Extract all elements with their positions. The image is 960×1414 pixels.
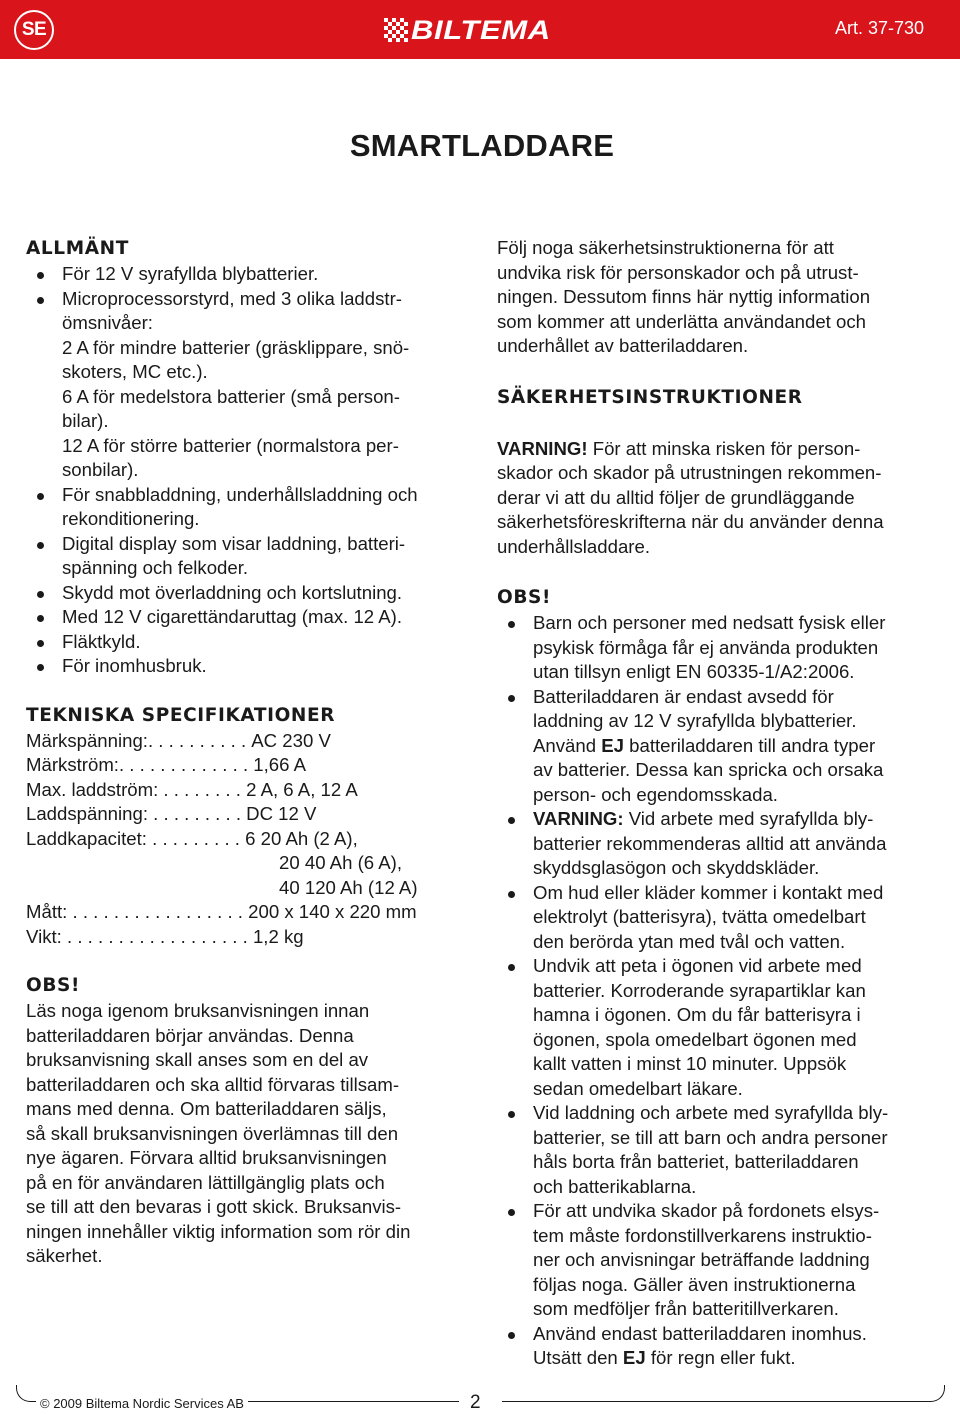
page-number: 2 bbox=[470, 1392, 481, 1413]
section-heading-allmant: ALLMÄNT bbox=[26, 238, 129, 259]
checker-icon bbox=[384, 18, 408, 42]
text-line: laddning av 12 V syrafyllda blybatterier. bbox=[533, 710, 857, 731]
text-line: så skall bruksanvisningen överlämnas till den bbox=[26, 1122, 399, 1144]
page-title: SMARTLADDARE bbox=[349, 128, 615, 163]
text-line: batteriladdaren till andra typer bbox=[623, 734, 876, 756]
text-line: Om hud eller kläder kommer i kontakt med bbox=[533, 881, 884, 903]
text-line: Vid laddning och arbete med syrafyllda bly- bbox=[533, 1102, 889, 1123]
list-item bbox=[497, 954, 942, 1101]
text-line: skador och skador på utrustningen rekommen- bbox=[497, 462, 882, 483]
text-line: Använd bbox=[533, 734, 602, 756]
spec-row bbox=[26, 900, 476, 925]
list-item bbox=[26, 483, 476, 532]
text-line: batterier, se till att barn och andra personer bbox=[533, 1126, 888, 1148]
list-item bbox=[26, 287, 476, 483]
text-line: Följ noga säkerhetsinstruktionerna för att bbox=[497, 237, 834, 258]
text-line: säkerhet. bbox=[26, 1245, 103, 1266]
text-line: sedan omedelbart läkare. bbox=[533, 1077, 743, 1099]
text-line: följas noga. Gäller även instruktionerna bbox=[533, 1273, 856, 1295]
text-line: den berörda ytan med tvål och vatten. bbox=[533, 930, 846, 952]
section-heading-sakerhet: SÄKERHETSINSTRUKTIONER bbox=[497, 386, 803, 408]
spec-row bbox=[26, 729, 476, 754]
varning-label: VARNING! bbox=[497, 437, 588, 459]
text-line: säkerhetsföreskrifterna när du använder denna bbox=[497, 511, 884, 532]
text-line: Barn och personer med nedsatt fysisk eller bbox=[533, 612, 886, 633]
list-item bbox=[26, 630, 476, 655]
list-item-text: Digital display som visar laddning, batteri- bbox=[62, 532, 406, 554]
text-line: Utsätt den bbox=[533, 1347, 623, 1368]
text-line: utan tillsyn enligt EN 60335-1/A2:2006. bbox=[533, 661, 855, 682]
safety-list bbox=[497, 611, 942, 1371]
text-line: undvika risk för personskador och på utrust- bbox=[497, 261, 859, 283]
spec-value: 40 120 Ah (12 A) bbox=[279, 876, 418, 898]
emphasis: EJ bbox=[601, 734, 624, 756]
text-line: tem måste fordonstillverkarens instruktio- bbox=[533, 1224, 872, 1246]
text-line: ögonen, spola omedelbart ögonen med bbox=[533, 1028, 857, 1050]
text-line: hamna i ögonen. Om du får batterisyra i bbox=[533, 1004, 861, 1025]
list-item-text: Skydd mot överladdning och kortslutning. bbox=[62, 581, 403, 603]
list-item-text: 2 A för mindre batterier (gräsklippare, snö- bbox=[62, 336, 410, 358]
text-line: på en för användaren lättillgänglig plats och bbox=[26, 1171, 385, 1193]
list-item bbox=[26, 262, 476, 287]
list-item-text: skoters, MC etc.). bbox=[62, 361, 208, 382]
list-item bbox=[497, 1199, 942, 1322]
right-column bbox=[497, 236, 942, 1371]
spec-row bbox=[26, 802, 476, 827]
text-line: av batterier. Dessa kan spricka och orsaka bbox=[533, 759, 884, 780]
list-item-text: 6 A för medelstora batterier (små person- bbox=[62, 385, 400, 407]
list-item bbox=[26, 605, 476, 630]
list-item-text: För 12 V syrafyllda blybatterier. bbox=[62, 263, 319, 284]
spec-key: Märkström:. . . . . . . . . . . . . bbox=[26, 754, 254, 775]
text-line: elektrolyt (batterisyra), tvätta omedelbart bbox=[533, 906, 866, 927]
text-line: batterier. Korroderande syrapartiklar kan bbox=[533, 979, 866, 1001]
spec-row bbox=[26, 925, 476, 950]
spec-value: 20 40 Ah (6 A), bbox=[279, 852, 403, 873]
list-item bbox=[497, 611, 942, 685]
emphasis: EJ bbox=[622, 1347, 646, 1368]
text-line: batterier rekommenderas alltid att använda bbox=[533, 832, 887, 854]
varning-paragraph bbox=[497, 437, 942, 560]
spec-key: Vikt: . . . . . . . . . . . . . . . . . . bbox=[26, 925, 253, 947]
list-item bbox=[497, 1322, 942, 1371]
list-item bbox=[497, 807, 942, 881]
text-line: nye ägaren. Förvara alltid bruksanvisningen bbox=[26, 1147, 387, 1168]
text-line: och batterikablarna. bbox=[533, 1175, 697, 1197]
list-item-text: spänning och felkoder. bbox=[62, 557, 249, 578]
text-line: håls borta från batteriet, batteriladdaren bbox=[533, 1151, 859, 1172]
text-line: bruksanvisning skall anses som en del av bbox=[26, 1049, 369, 1070]
list-item-text: Med 12 V cigarettändaruttag (max. 12 A). bbox=[62, 606, 403, 627]
varning-label: VARNING: bbox=[533, 808, 624, 829]
text-line: psykisk förmåga får ej använda produkten bbox=[533, 636, 879, 658]
spec-list bbox=[26, 729, 476, 950]
list-item-text: rekonditionering. bbox=[62, 508, 200, 529]
text-line: skyddsglasögon och skyddskläder. bbox=[533, 857, 820, 878]
list-item bbox=[26, 654, 476, 679]
text-line: underhållsladdare. bbox=[497, 535, 650, 557]
copyright-text: © 2009 Biltema Nordic Services AB bbox=[36, 1396, 248, 1411]
list-item-text: För snabbladdning, underhållsladdning och bbox=[62, 483, 418, 505]
spec-row bbox=[26, 778, 476, 803]
list-item-text: Fläktkyld. bbox=[62, 630, 141, 652]
list-item-text: ömsnivåer: bbox=[62, 312, 153, 333]
spec-key: Laddspänning: . . . . . . . . . bbox=[26, 803, 247, 824]
spec-value: 2 A, 6 A, 12 A bbox=[246, 778, 358, 800]
spec-key: Max. laddström: . . . . . . . . bbox=[26, 778, 247, 800]
list-item bbox=[26, 532, 476, 581]
spec-row bbox=[26, 827, 476, 852]
list-item bbox=[497, 685, 942, 808]
text-line: batteriladdaren börjar användas. Denna bbox=[26, 1024, 354, 1046]
text-line: underhållet av batteriladdaren. bbox=[497, 335, 749, 356]
spec-value: DC 12 V bbox=[246, 803, 317, 824]
footer-rule-right bbox=[502, 1385, 945, 1402]
text-line: för regn eller fukt. bbox=[645, 1347, 796, 1368]
text-line: För att undvika skador på fordonets elsys- bbox=[533, 1200, 880, 1221]
article-number: Art. 37-730 bbox=[834, 18, 924, 38]
spec-value: AC 230 V bbox=[251, 729, 331, 751]
text-line: Batteriladdaren är endast avsedd för bbox=[533, 685, 834, 707]
list-item-text: För inomhusbruk. bbox=[62, 655, 207, 676]
language-badge: SE bbox=[14, 10, 54, 50]
list-item-text: 12 A för större batterier (normalstora per- bbox=[62, 434, 399, 456]
spec-value: 200 x 140 x 220 mm bbox=[248, 901, 417, 922]
brand-name: BILTEMA bbox=[411, 14, 551, 45]
text-line: Undvik att peta i ögonen vid arbete med bbox=[533, 955, 862, 976]
list-item bbox=[497, 881, 942, 955]
text-line: mans med denna. Om batteriladdaren säljs, bbox=[26, 1098, 387, 1119]
text-line: Vid arbete med syrafyllda bly- bbox=[623, 808, 874, 829]
text-line: Läs noga igenom bruksanvisningen innan bbox=[26, 1000, 370, 1021]
intro-paragraph bbox=[497, 236, 942, 359]
section-heading-obs-right: OBS! bbox=[497, 587, 551, 608]
spec-value: 1,2 kg bbox=[252, 925, 304, 947]
list-item-text: sonbilar). bbox=[62, 459, 139, 480]
spec-key: Laddkapacitet: . . . . . . . . . bbox=[26, 827, 246, 849]
brand-logo bbox=[384, 14, 551, 46]
list-item bbox=[26, 581, 476, 606]
spec-key: Märkspänning:. . . . . . . . . . bbox=[26, 729, 252, 751]
spec-key: Mått: . . . . . . . . . . . . . . . . . bbox=[26, 901, 249, 922]
text-line: som kommer att underlätta användandet och bbox=[497, 310, 866, 332]
text-line: ningen. Dessutom finns här nyttig information bbox=[497, 286, 871, 307]
text-line: För att minska risken för person- bbox=[587, 437, 861, 459]
list-item-text: bilar). bbox=[62, 410, 109, 431]
text-line: se till att den bevaras i gott skick. Bruksanvis- bbox=[26, 1196, 402, 1217]
text-line: ningen innehåller viktig information som rör din bbox=[26, 1220, 411, 1242]
spec-row bbox=[26, 753, 476, 778]
list-item bbox=[497, 1101, 942, 1199]
text-line: kallt vatten i minst 10 minuter. Uppsök bbox=[533, 1053, 847, 1074]
text-line: Använd endast batteriladdaren inomhus. bbox=[533, 1322, 867, 1344]
list-item-text: Microprocessorstyrd, med 3 olika laddstr- bbox=[62, 287, 402, 309]
text-line: ner och anvisningar beträffande laddning bbox=[533, 1249, 870, 1270]
header-bar bbox=[0, 0, 960, 59]
text-line: som medföljer från batteritillverkaren. bbox=[533, 1298, 839, 1319]
left-column bbox=[26, 236, 476, 1269]
text-line: batteriladdaren och ska alltid förvaras tillsam- bbox=[26, 1073, 400, 1095]
spec-value: 1,66 A bbox=[253, 754, 307, 775]
section-heading-tekniska: TEKNISKA SPECIFIKATIONER bbox=[26, 704, 336, 726]
allmant-list bbox=[26, 262, 476, 679]
text-line: person- och egendomsskada. bbox=[533, 783, 778, 805]
text-line: derar vi att du alltid följer de grundläggande bbox=[497, 486, 855, 508]
obs-paragraph bbox=[26, 999, 476, 1269]
spec-value: 6 20 Ah (2 A), bbox=[245, 827, 358, 849]
section-heading-obs: OBS! bbox=[26, 975, 80, 996]
